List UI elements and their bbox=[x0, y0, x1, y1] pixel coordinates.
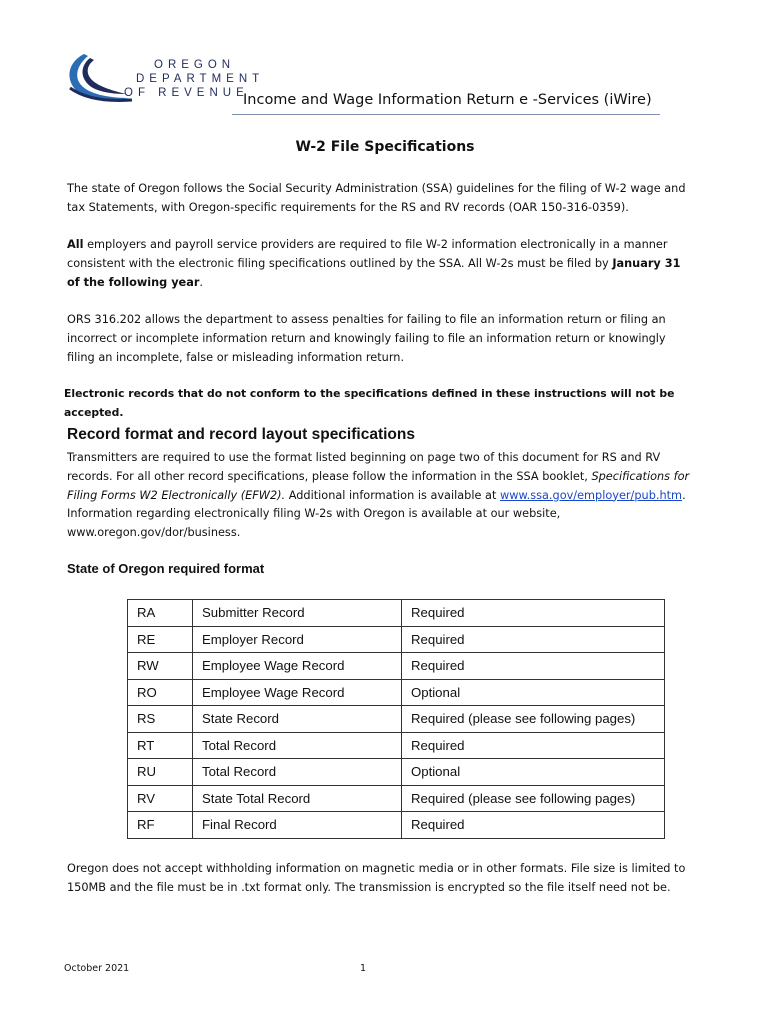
logo-line-oregon: OREGON bbox=[154, 59, 236, 71]
record-status: Required (please see following pages) bbox=[402, 785, 665, 812]
record-name: Total Record bbox=[193, 732, 402, 759]
ssa-employer-link[interactable]: www.ssa.gov/employer/pub.htm bbox=[499, 488, 683, 502]
record-format-heading: Record format and record layout specifications bbox=[67, 426, 415, 443]
header-title: Income and Wage Information Return e -Services (iWire) bbox=[243, 92, 652, 108]
table-row bbox=[128, 759, 665, 786]
intro-paragraph-1: The state of Oregon follows the Social Security Administration (SSA) guidelines for the filing of W-2 wage and tax Statements, with Oregon-specific requirements for the RS and RV records (OAR 150-316-0359). bbox=[67, 182, 686, 214]
record-name: Submitter Record bbox=[193, 600, 402, 627]
p2-text: employers and payroll service providers are required to file W-2 information electronically in a manner consistent with the electronic filing specifications outlined by the SSA. All W-2s must be filed by bbox=[67, 238, 668, 270]
record-status: Required bbox=[402, 653, 665, 680]
table-row bbox=[128, 600, 665, 627]
record-name: Total Record bbox=[193, 759, 402, 786]
logo-line-department: DEPARTMENT bbox=[136, 73, 265, 85]
record-text-a: Transmitters are required to use the format listed beginning on page two of this document for RS and RV records. For all other record specifications, please follow the information in the SSA booklet, bbox=[67, 451, 661, 483]
record-code: RS bbox=[128, 706, 193, 733]
logo-line-of-revenue: OF REVENUE bbox=[124, 87, 249, 99]
required-format-heading: State of Oregon required format bbox=[67, 561, 265, 576]
record-code: RT bbox=[128, 732, 193, 759]
record-code: RU bbox=[128, 759, 193, 786]
record-name: State Total Record bbox=[193, 785, 402, 812]
record-code: RF bbox=[128, 812, 193, 839]
table-row bbox=[128, 653, 665, 680]
table-row bbox=[128, 626, 665, 653]
table-row bbox=[128, 812, 665, 839]
table-row bbox=[128, 679, 665, 706]
record-name: State Record bbox=[193, 706, 402, 733]
record-code: RO bbox=[128, 679, 193, 706]
record-status: Required bbox=[402, 732, 665, 759]
penalty-paragraph: ORS 316.202 allows the department to assess penalties for failing to file an information return or filing an incorrect or incomplete information return and knowingly failing to file an information return or knowingly filing an incomplete, false or misleading information return. bbox=[67, 313, 666, 364]
footer-date: October 2021 bbox=[64, 963, 130, 974]
record-name: Employer Record bbox=[193, 626, 402, 653]
p2-end: . bbox=[199, 275, 204, 289]
table-row bbox=[128, 785, 665, 812]
record-status: Optional bbox=[402, 759, 665, 786]
record-code: RW bbox=[128, 653, 193, 680]
record-status: Required (please see following pages) bbox=[402, 706, 665, 733]
header-divider bbox=[232, 114, 660, 115]
required-format-table bbox=[127, 599, 665, 839]
all-emphasis: All bbox=[67, 238, 84, 251]
record-status: Required bbox=[402, 600, 665, 627]
record-status: Required bbox=[402, 626, 665, 653]
record-code: RA bbox=[128, 600, 193, 627]
record-name: Employee Wage Record bbox=[193, 653, 402, 680]
table-row bbox=[128, 732, 665, 759]
page-number: 1 bbox=[360, 963, 367, 974]
conformance-warning: Electronic records that do not conform to the specifications defined in these instructions will not be accepted. bbox=[64, 387, 675, 419]
deadline-emphasis: January 31 of the following year bbox=[67, 256, 681, 289]
record-name: Employee Wage Record bbox=[193, 679, 402, 706]
efw2-booklet-title: Specifications for Filing Forms W2 Electronically (EFW2). bbox=[67, 469, 690, 502]
record-code: RV bbox=[128, 785, 193, 812]
record-format-paragraph bbox=[67, 449, 692, 543]
record-status: Optional bbox=[402, 679, 665, 706]
closing-paragraph: Oregon does not accept withholding information on magnetic media or in other formats. File size is limited to 150MB and the file must be in .txt format only. The transmission is encrypted so the file itself need not be. bbox=[67, 862, 686, 894]
record-code: RE bbox=[128, 626, 193, 653]
record-status: Required bbox=[402, 812, 665, 839]
document-title: W-2 File Specifications bbox=[295, 139, 475, 155]
record-text-c: . Information regarding electronically filing W-2s with Oregon is available at our website, www.oregon.gov/dor/business. bbox=[67, 488, 686, 540]
record-name: Final Record bbox=[193, 812, 402, 839]
intro-paragraph-2 bbox=[67, 236, 692, 292]
table-row bbox=[128, 706, 665, 733]
record-text-b: Additional information is available at bbox=[285, 488, 500, 502]
